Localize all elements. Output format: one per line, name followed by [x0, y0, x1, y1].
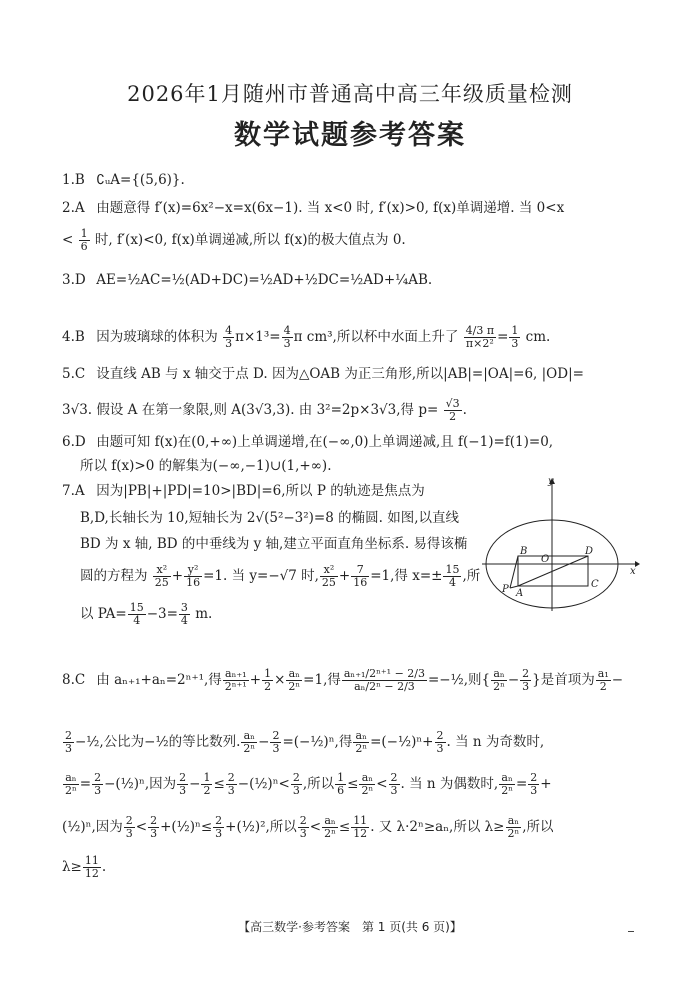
answer-8-text4h: ,所以	[522, 819, 554, 835]
fraction: $\frac{\text{aₙ}}{\text{2ⁿ}}$	[65, 771, 77, 797]
diagonal	[518, 556, 588, 586]
answer-8-text3a: −(½)ⁿ,因为	[104, 776, 177, 792]
label-o: O	[541, 554, 550, 565]
answer-8-line1: 8.C 由 aₙ₊₁+aₙ=2ⁿ⁺¹,得 $\frac{\text{aₙ₊₁}}{\text{2ⁿ⁺¹}}$ + $\frac{1}{2}$ × $\frac{\text{aₙ}}{\text{2ⁿ}}$ =1,得 $\frac{\text{aₙ₊₁/2ⁿ⁺¹ − 2/3}}{\text{aₙ/2ⁿ − 2/3}}$ =−½,则{ $\frac{\text{aₙ}}{\text{2ⁿ}}$ − $\frac{2}{3}$ }是首项为 $\frac{\text{a₁}}{2}$ −	[62, 667, 624, 693]
answer-1	[62, 170, 185, 190]
answer-7-line1	[62, 481, 425, 501]
fraction: $\frac{\text{x²}}{25}$	[321, 563, 336, 589]
answer-2-text1: 由题意得 f′(x)=6x²−x=x(6x−1). 当 x<0 时, f′(x)>0, f(x)单调递增. 当 0<x	[96, 200, 565, 216]
fraction: $\frac{1}{2}$	[264, 667, 272, 693]
answer-6-text1: 由题可知 f(x)在(0,+∞)上单调递增,在(−∞,0)上单调递减,且 f(−1)=f(1)=0,	[96, 434, 554, 450]
x-axis-arrow	[635, 561, 640, 567]
answer-4-text2: π×1³=	[235, 329, 281, 345]
fraction: $\frac{4}{3}$	[225, 324, 233, 350]
answer-8-text3b: ≤	[213, 776, 225, 792]
answer-7-text5a: 以 PA=	[80, 606, 127, 622]
fraction: $\frac{2}{3}$	[227, 771, 235, 797]
label-d: D	[585, 546, 594, 557]
fraction: $\frac{15}{4}$	[129, 601, 144, 627]
answer-7-text5b: −3=	[146, 606, 178, 622]
answer-8-text1d: }是首项为	[532, 672, 595, 688]
answer-3	[62, 270, 432, 290]
label-c: C	[591, 579, 599, 590]
label-x: x	[630, 566, 636, 577]
answer-8-line4	[62, 815, 554, 840]
answer-8-text5: λ≥	[62, 859, 82, 875]
label-y: y	[548, 476, 554, 487]
fraction: $\frac{1}{3}$	[511, 324, 519, 350]
answer-1-text: ∁ᵤA={(5,6)}.	[96, 172, 185, 188]
fraction: $\frac{11}{12}$	[84, 854, 99, 880]
fraction: $\frac{\text{a₁}}{2}$	[597, 667, 609, 693]
fraction: $\frac{\text{aₙ}}{\text{2ⁿ}}$	[361, 771, 374, 797]
segment-pb	[510, 556, 518, 588]
answer-8-text4c: +(½)ⁿ≤	[160, 819, 213, 835]
answer-8-text3g: . 当 n 为偶数时,	[400, 776, 499, 792]
answer-8-text3c: −(½)ⁿ<	[237, 776, 290, 792]
answer-8-text4e: <	[309, 819, 322, 835]
answer-4: 4.B 因为玻璃球的体积为 $\frac{4}{3}$ π×1³= $\frac{4}{3}$ π cm³,所以杯中水面上升了 $\frac{4/3 \pi}{\text{π×2²}}$ = $\frac{1}{3}$ cm.	[62, 324, 551, 350]
fraction: $\frac{2}{3}$	[436, 729, 444, 755]
fraction: $\frac{\text{aₙ}}{\text{2ⁿ}}$	[501, 771, 513, 797]
answer-7-line4: 圆的方程为 $\frac{\text{x²}}{25}$ + $\frac{\text{y²}}{16}$ =1. 当 y=−√7 时, $\frac{\text{x²}}{25}$ + $\frac{7}{16}$ =1,得 x=± $\frac{15}{4}$ ,所	[80, 563, 481, 589]
answer-8-text2c: =(−½)ⁿ+	[370, 734, 434, 750]
fraction: $\frac{7}{16}$	[353, 563, 368, 589]
answer-8-text4f: ≤	[338, 819, 351, 835]
answer-2-num: 2.A	[62, 200, 85, 216]
answer-3-num: 3.D	[62, 272, 86, 288]
fraction: $\frac{1}{2}$	[203, 771, 211, 797]
answer-7-text5c: m.	[195, 606, 213, 622]
answer-2-text2: 时, f′(x)<0, f(x)单调递减,所以 f(x)的极大值点为 0.	[94, 232, 406, 248]
fraction: $\frac{\text{aₙ}}{\text{2ⁿ}}$	[324, 814, 336, 840]
answer-5-line2: 3√3. 假设 A 在第一象限,则 A(3√3,3). 由 3²=2p×3√3,得 p= $\frac{√3}{2}$ .	[62, 397, 467, 423]
answer-8-line3: $\frac{\text{aₙ}}{\text{2ⁿ}}$ = $\frac{2}{3}$ −(½)ⁿ,因为 $\frac{2}{3}$ − $\frac{1}{2}$ ≤ $\frac{2}{3}$ −(½)ⁿ< $\frac{2}{3}$ ,所以 $\frac{1}{6}$ ≤ $\frac{\text{aₙ}}{\text{2ⁿ}}$ < $\frac{2}{3}$ . 当 n 为偶数时, $\frac{\text{aₙ}}{\text{2ⁿ}}$ = $\frac{2}{3}$ +	[65, 771, 552, 797]
fraction: $\frac{11}{12}$	[353, 814, 368, 840]
fraction: $\frac{\text{x²}}{25}$	[154, 563, 169, 589]
answer-8-text2b: =(−½)ⁿ,得	[282, 734, 353, 750]
fraction: $\frac{\text{aₙ}}{\text{2ⁿ}}$	[507, 814, 520, 840]
answer-6-line2: 所以 f(x)>0 的解集为(−∞,−1)∪(1,+∞).	[80, 458, 332, 474]
answer-8-text4a: (½)ⁿ,因为	[62, 819, 123, 835]
answer-5-text2: 3√3. 假设 A 在第一象限,则 A(3√3,3). 由 3²=2p×3√3,得 p=	[62, 402, 439, 418]
answer-8-num: 8.C	[62, 672, 86, 688]
fraction: $\frac{\text{aₙ}}{\text{2ⁿ}}$	[243, 729, 256, 755]
fraction: $\frac{1}{6}$	[337, 771, 345, 797]
fraction: $\frac{\text{aₙ₊₁/2ⁿ⁺¹ − 2/3}}{\text{aₙ/2ⁿ − 2/3}}$	[343, 667, 425, 693]
answer-7-text4d: ,所	[462, 568, 481, 584]
fraction: $\frac{\text{aₙ₊₁}}{\text{2ⁿ⁺¹}}$	[224, 667, 247, 693]
answer-6-line1	[62, 432, 553, 452]
answer-7-line2: B,D,长轴长为 10,短轴长为 2√(5²−3²)=8 的椭圆. 如图,以直线	[80, 510, 460, 526]
fraction: $\frac{1}{6}$	[80, 227, 88, 253]
answer-8-text4d: +(½)²,所以	[225, 819, 297, 835]
answer-3-text: AE=½AC=½(AD+DC)=½AD+½DC=½AD+¼AB.	[96, 272, 433, 288]
page-subtitle: 数学试题参考答案	[234, 120, 466, 151]
answer-4-text1: 因为玻璃球的体积为	[96, 329, 218, 345]
fraction: $\frac{\text{y²}}{16}$	[186, 563, 201, 589]
fraction: $\frac{\text{aₙ}}{\text{2ⁿ}}$	[493, 667, 505, 693]
page-footer: 【高三数学·参考答案 第 1 页(共 6 页)】	[238, 920, 462, 934]
answer-8-text2d: . 当 n 为奇数时,	[446, 734, 545, 750]
fraction: $\frac{√3}{2}$	[445, 397, 460, 423]
ellipse-figure	[480, 476, 640, 616]
fraction: $\frac{2}{3}$	[390, 771, 398, 797]
answer-7-line3: BD 为 x 轴, BD 的中垂线为 y 轴,建立平面直角坐标系. 易得该椭	[80, 536, 468, 552]
fraction: $\frac{\text{aₙ}}{\text{2ⁿ}}$	[288, 667, 301, 693]
answer-2-line1	[62, 198, 564, 218]
answer-8-text1a: 由 aₙ₊₁+aₙ=2ⁿ⁺¹,得	[96, 672, 222, 688]
answer-7-text4b: =1. 当 y=−√7 时,	[203, 568, 319, 584]
fraction: $\frac{2}{3}$	[150, 814, 158, 840]
fraction: $\frac{2}{3}$	[179, 771, 187, 797]
answer-6-num: 6.D	[62, 434, 86, 450]
corner-mark	[628, 931, 634, 932]
answer-5-text1: 设直线 AB 与 x 轴交于点 D. 因为△OAB 为正三角形,所以|AB|=|OA|=6, |OD|=	[96, 366, 584, 382]
answer-8-text1c: =−½,则{	[428, 672, 491, 688]
answer-7-text4a: 圆的方程为	[80, 568, 148, 584]
fraction: $\frac{2}{3}$	[125, 814, 133, 840]
answer-7-num: 7.A	[62, 483, 85, 499]
answer-4-num: 4.B	[62, 329, 85, 345]
fraction: $\frac{2}{3}$	[215, 814, 223, 840]
answer-7-text4c: =1,得 x=±	[370, 568, 443, 584]
label-a: A	[516, 588, 524, 599]
fraction: $\frac{2}{3}$	[299, 814, 307, 840]
fraction: $\frac{2}{3}$	[292, 771, 300, 797]
label-p: P	[502, 584, 509, 595]
answer-2-lt: <	[62, 232, 74, 248]
answer-8-text4b: <	[135, 819, 148, 835]
fraction: $\frac{15}{4}$	[445, 563, 460, 589]
fraction: $\frac{4/3 \pi}{\text{π×2²}}$	[465, 324, 495, 350]
fraction: $\frac{2}{3}$	[65, 729, 72, 755]
fraction: $\frac{2}{3}$	[272, 729, 280, 755]
fraction: $\frac{2}{3}$	[530, 771, 538, 797]
answer-8-text4g: . 又 λ·2ⁿ≥aₙ,所以 λ≥	[370, 819, 505, 835]
answer-7-text1: 因为|PB|+|PD|=10>|BD|=6,所以 P 的轨迹是焦点为	[96, 483, 425, 499]
fraction: $\frac{3}{4}$	[180, 601, 188, 627]
answer-8-text2a: −½,公比为−½的等比数列.	[75, 734, 241, 750]
fraction: $\frac{4}{3}$	[283, 324, 291, 350]
answer-5-line1	[62, 364, 584, 384]
answer-8-text3e: ≤	[347, 776, 359, 792]
fraction: $\frac{\text{aₙ}}{\text{2ⁿ}}$	[355, 729, 368, 755]
fraction: $\frac{2}{3}$	[522, 667, 530, 693]
page-title: 2026年1月随州市普通高中高三年级质量检测	[127, 82, 573, 106]
answer-2-line2	[62, 228, 406, 253]
answer-4-text3: π cm³,所以杯中水面上升了	[293, 329, 459, 345]
answer-8-text3d: ,所以	[302, 776, 335, 792]
answer-8-line2: $\frac{2}{3}$ −½,公比为−½的等比数列. $\frac{\text{aₙ}}{\text{2ⁿ}}$ − $\frac{2}{3}$ =(−½)ⁿ,得 $\frac{\text{aₙ}}{\text{2ⁿ}}$ =(−½)ⁿ+ $\frac{2}{3}$ . 当 n 为奇数时,	[65, 729, 545, 755]
fraction: $\frac{2}{3}$	[94, 771, 102, 797]
answer-4-text4: cm.	[525, 329, 551, 345]
answer-7-line5	[80, 602, 212, 627]
label-b: B	[520, 546, 528, 557]
answer-8-text1b: =1,得	[303, 672, 341, 688]
answer-1-num: 1.B	[62, 172, 85, 188]
answer-8-text3f: <	[376, 776, 388, 792]
answer-8-line5: λ≥ $\frac{11}{12}$ .	[62, 854, 107, 880]
answer-5-num: 5.C	[62, 366, 86, 382]
